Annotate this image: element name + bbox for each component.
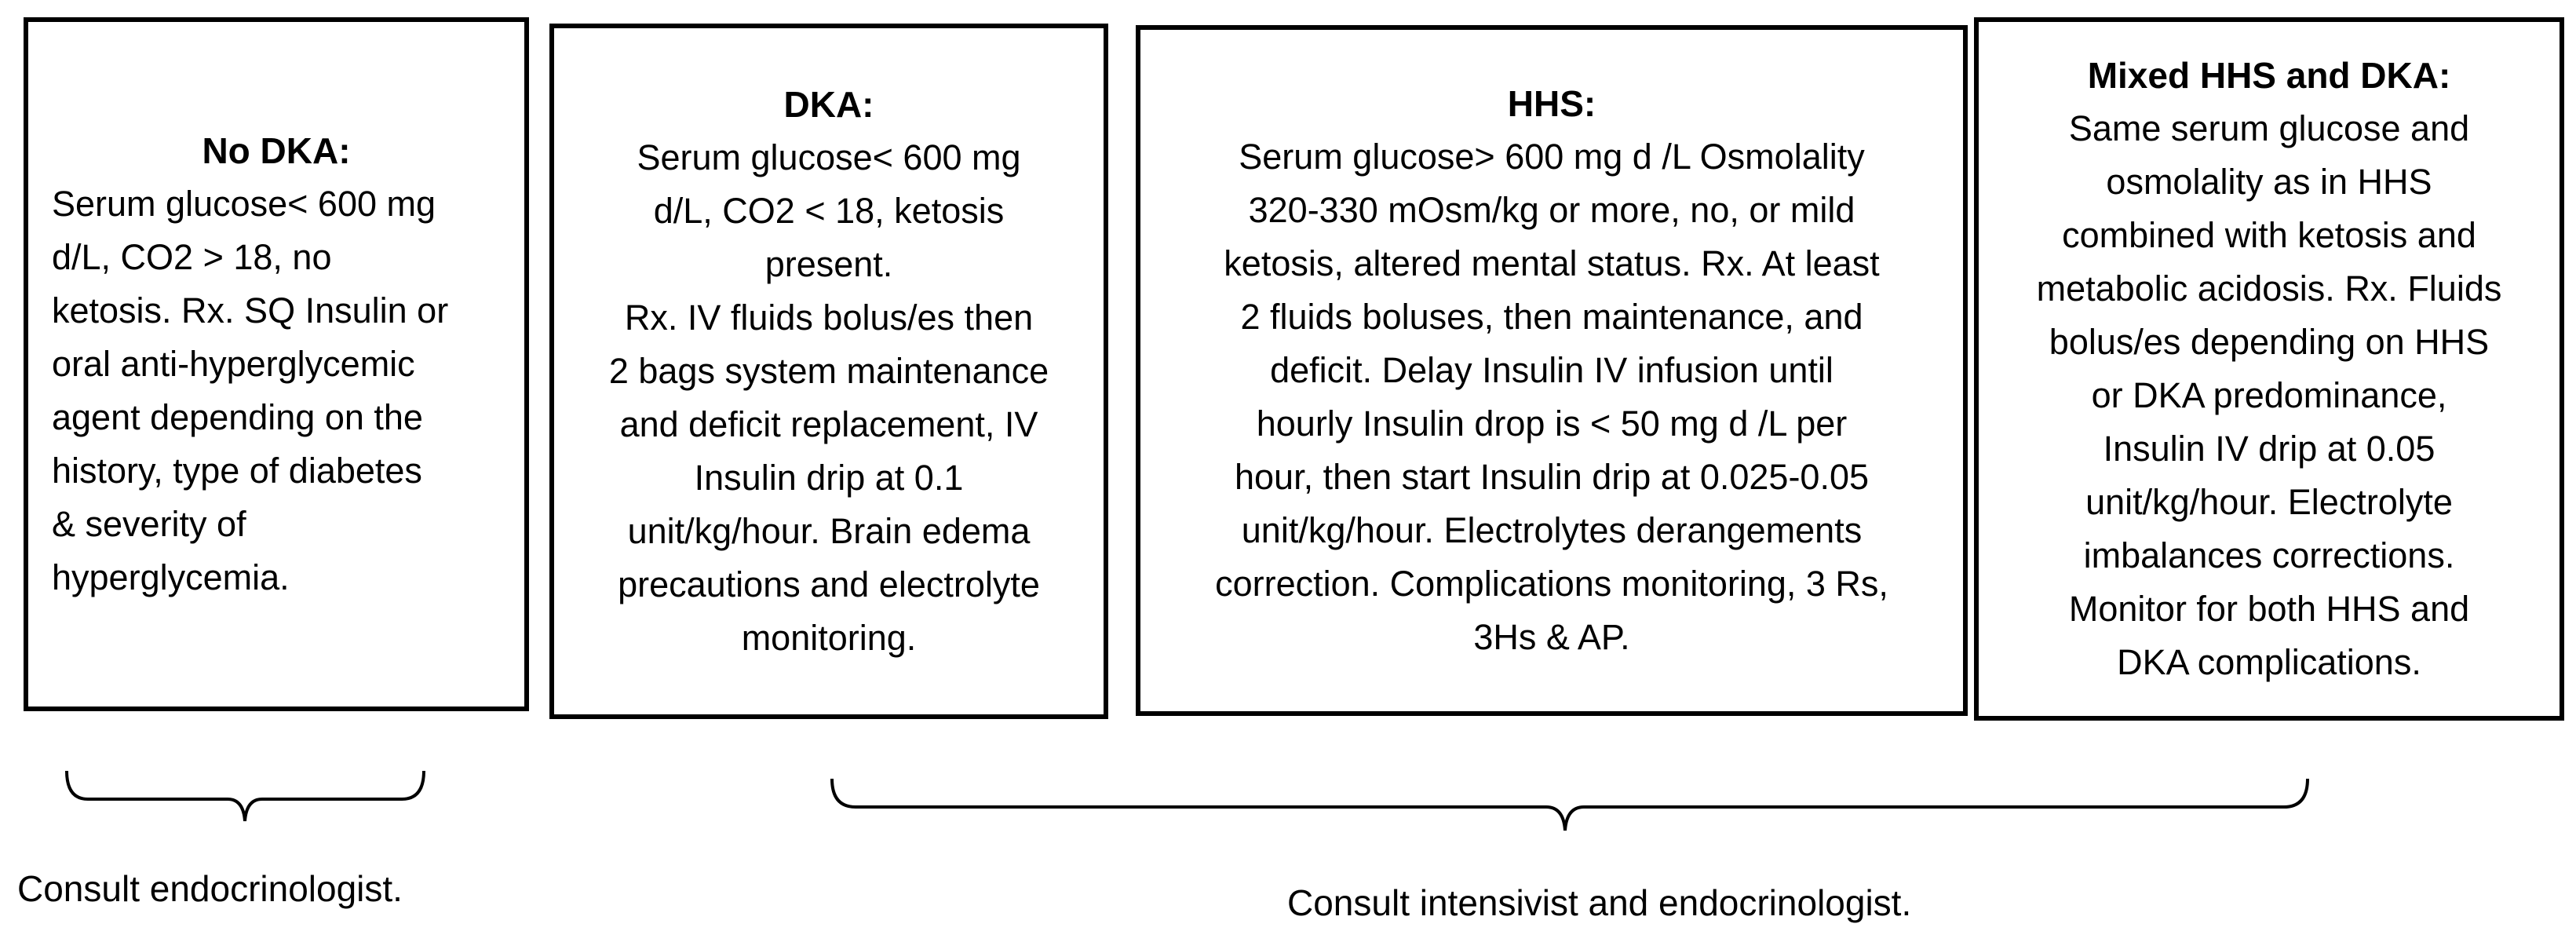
no-dka-box	[24, 17, 529, 711]
bracket-endocrinologist	[67, 771, 424, 821]
consult-endocrinologist-label: Consult endocrinologist.	[17, 868, 403, 909]
bracket-intensivist-endocrinologist	[832, 779, 2308, 831]
no-dka-title: No DKA:	[202, 130, 351, 171]
dka-box	[549, 24, 1108, 719]
mixed-hhs-dka-description: Same serum glucose and osmolality as in HHS combined with ketosis and metabolic acidosis. Rx. Fluids bolus/es depending on HHS or DKA predominance, Insulin IV drip at 0.05 unit/kg/hour. Electrolyte imbalances corrections. Monitor for both HHS and DKA complications.	[2036, 108, 2502, 682]
mixed-hhs-dka-box	[1974, 17, 2564, 721]
hhs-description: Serum glucose> 600 mg d /L Osmolality 320-330 mOsm/kg or more, no, or mild ketosis, altered mental status. Rx. At least 2 fluids boluses, then maintenance, and deficit. Delay Insulin IV infusion until hourly Insulin drop is < 50 mg d /L per hour, then start Insulin drip at 0.025-0.05 unit/kg/hour. Electrolytes derangements correction. Complications monitoring, 3 Rs, 3Hs & AP.	[1215, 137, 1888, 657]
dka-title: DKA:	[783, 84, 874, 125]
mixed-hhs-dka-title: Mixed HHS and DKA:	[2087, 55, 2451, 96]
hhs-title: HHS:	[1507, 83, 1596, 124]
hhs-box	[1136, 25, 1968, 716]
dka-description: Serum glucose< 600 mg d/L, CO2 < 18, ketosis present. Rx. IV fluids bolus/es then 2 bags system maintenance and deficit replacement, IV Insulin drip at 0.1 unit/kg/hour. Brain edema precautions and electrolyte monitoring.	[608, 137, 1049, 658]
consult-intensivist-endocrinologist-label: Consult intensivist and endocrinologist.	[1287, 882, 1912, 923]
no-dka-description: Serum glucose< 600 mg d/L, CO2 > 18, no ketosis. Rx. SQ Insulin or oral anti-hyperglycemic agent depending on the history, type of diabetes & severity of hyperglycemia.	[52, 184, 449, 597]
